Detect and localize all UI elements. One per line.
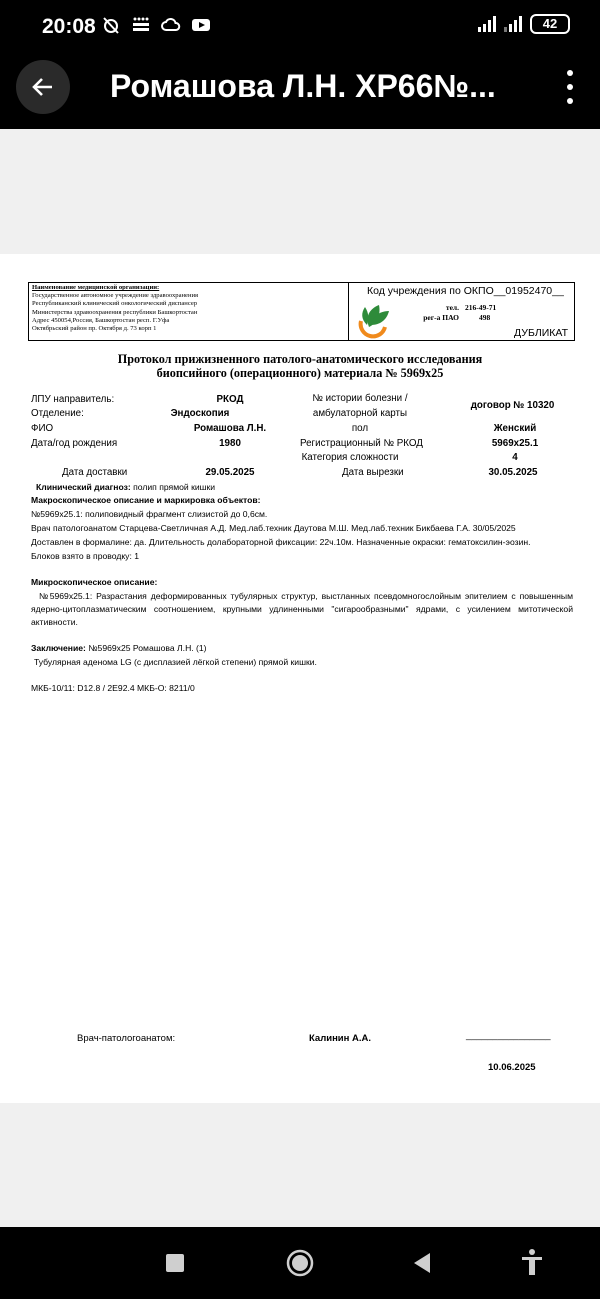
- clinical-diagnosis: [36, 481, 578, 494]
- contract-number: договор № 10320: [470, 400, 555, 411]
- document-page: [0, 254, 600, 1103]
- clinic-logo-icon: [355, 299, 391, 339]
- micro-heading: Микроскопическое описание:: [31, 577, 158, 587]
- protocol-title-line: Протокол прижизненного патолого-анатомического исследования: [117, 352, 483, 366]
- clinical-label: Клинический диагноз:: [36, 482, 131, 492]
- birth-label: Дата/год рождения: [31, 438, 118, 449]
- doctor-name: Калинин А.А.: [309, 1033, 372, 1044]
- mkb-codes: МКБ-10/11: D12.8 / 2E92.4 МКБ-О: 8211/0: [31, 683, 195, 693]
- tel-label: тел.: [445, 303, 459, 312]
- dept-label: Отделение:: [31, 408, 84, 419]
- org-line: Октябрьский район пр. Октября д. 73 корп 1: [32, 325, 157, 333]
- conclusion-label: Заключение:: [31, 643, 86, 653]
- macro-line: Блоков взято в проводку: 1: [31, 551, 140, 561]
- back-nav-icon[interactable]: [412, 1252, 432, 1274]
- reg-num-label: Регистрационный № РКОД: [300, 438, 423, 449]
- dept-value: Эндоскопия: [170, 408, 230, 419]
- okpo-code: Код учреждения по ОКПО__01952470__: [367, 285, 564, 297]
- recents-icon[interactable]: [165, 1253, 185, 1273]
- duplicate-mark: ДУБЛИКАТ: [514, 327, 568, 339]
- delivery-value: 29.05.2025: [205, 467, 255, 478]
- org-info: [29, 283, 349, 340]
- reg-num-value: 5969х25.1: [491, 438, 539, 449]
- org-header-label: Наименование медицинской организации:: [32, 284, 160, 291]
- micro-text: №5969х25.1: Разрастания деформированных тубулярных структур, выстланных псевдомногослойным эпителием с повышенным ядерно-цитоплазматическим соотношением, крупными удлиненными "сигарообразными" ядрами, с усилением митотической активности.: [31, 591, 573, 627]
- history-label: амбулаторной карты: [312, 408, 408, 419]
- battery-icon: 42: [530, 14, 570, 34]
- document-viewer[interactable]: [0, 129, 600, 1227]
- fio-value: Ромашова Л.Н.: [193, 423, 267, 434]
- cut-value: 30.05.2025: [488, 467, 538, 478]
- signal-icon: [478, 16, 496, 32]
- home-icon[interactable]: [286, 1249, 314, 1277]
- conclusion-text: Тубулярная аденома LG (с дисплазией лёгкой степени) прямой кишки.: [34, 657, 317, 667]
- contact-info: [409, 303, 496, 323]
- macro-line: Врач патологоанатом Старцева-Светличная А.Д. Мед.лаб.техник Даутова М.Ш. Мед.лаб.техник Бикбаева Г.А. 30/05/2025: [31, 523, 516, 533]
- tel-value: 216-49-71: [465, 303, 497, 312]
- macro-line: Доставлен в формалине: да. Длительность долабораторной фиксации: 22ч.10м. Назначенные окраски: гематоксилин-эозин.: [31, 537, 531, 547]
- cut-label: Дата вырезки: [342, 467, 404, 478]
- status-time: 20:08: [42, 15, 96, 38]
- org-line: Государственное автономное учреждение здравоохранения: [32, 292, 199, 300]
- app-toolbar: [0, 52, 600, 129]
- lpu-label: ЛПУ направитель:: [31, 394, 115, 405]
- detmir-app-icon: [131, 15, 151, 35]
- signal-4g-icon: [504, 16, 522, 32]
- protocol-title-line: биопсийного (операционного) материала № 5969х25: [156, 366, 444, 380]
- status-notification-icons: [101, 15, 211, 35]
- doctor-label: Врач-патологоанатом:: [77, 1033, 176, 1044]
- birth-value: 1980: [219, 438, 241, 449]
- reg-label: рег-а ПАО: [423, 313, 459, 322]
- back-button[interactable]: [16, 60, 70, 114]
- conclusion-value: №5969х25 Ромашова Л.Н. (1): [85, 643, 207, 653]
- signature-line: ________________: [466, 1030, 551, 1041]
- conclusion: [31, 642, 573, 655]
- accessibility-icon[interactable]: [520, 1248, 544, 1276]
- fio-label: ФИО: [31, 423, 54, 434]
- org-line: Республиканский клинический онкологический диспансер: [32, 300, 198, 308]
- more-options-button[interactable]: [564, 70, 576, 104]
- sign-date: 10.06.2025: [488, 1062, 536, 1073]
- status-system-icons: [478, 14, 570, 34]
- clinical-value: полип прямой кишки: [130, 482, 216, 492]
- protocol-title: [0, 352, 600, 380]
- category-label: Категория сложности: [301, 452, 399, 463]
- cloud-icon: [161, 15, 181, 35]
- delivery-label: Дата доставки: [62, 467, 128, 478]
- macro-line: №5969х25.1: полиповидный фрагмент слизистой до 0,6см.: [31, 509, 268, 519]
- lpu-value: РКОД: [216, 394, 244, 405]
- category-value: 4: [512, 452, 518, 463]
- youtube-icon: [191, 15, 211, 35]
- document-title: Ромашова Л.Н. ХР66№...: [110, 68, 496, 104]
- sex-value: Женский: [493, 423, 537, 434]
- org-line: Адрес 450054,Россия, Башкортостан респ. Г.Уфа: [32, 316, 170, 324]
- macro-heading: Макроскопическое описание и маркировка объектов:: [31, 495, 261, 505]
- org-codes: [349, 283, 574, 340]
- org-header: [28, 282, 575, 341]
- status-bar: [0, 0, 600, 52]
- alarm-off-icon: [101, 15, 121, 35]
- history-label: № истории болезни /: [312, 393, 408, 404]
- reg-value: 498: [479, 313, 491, 322]
- sex-label: пол: [351, 423, 369, 434]
- arrow-left-icon: [30, 74, 56, 100]
- system-nav-bar: [0, 1227, 600, 1299]
- org-line: Министерства здравоохранения республики Башкортостан: [32, 308, 198, 316]
